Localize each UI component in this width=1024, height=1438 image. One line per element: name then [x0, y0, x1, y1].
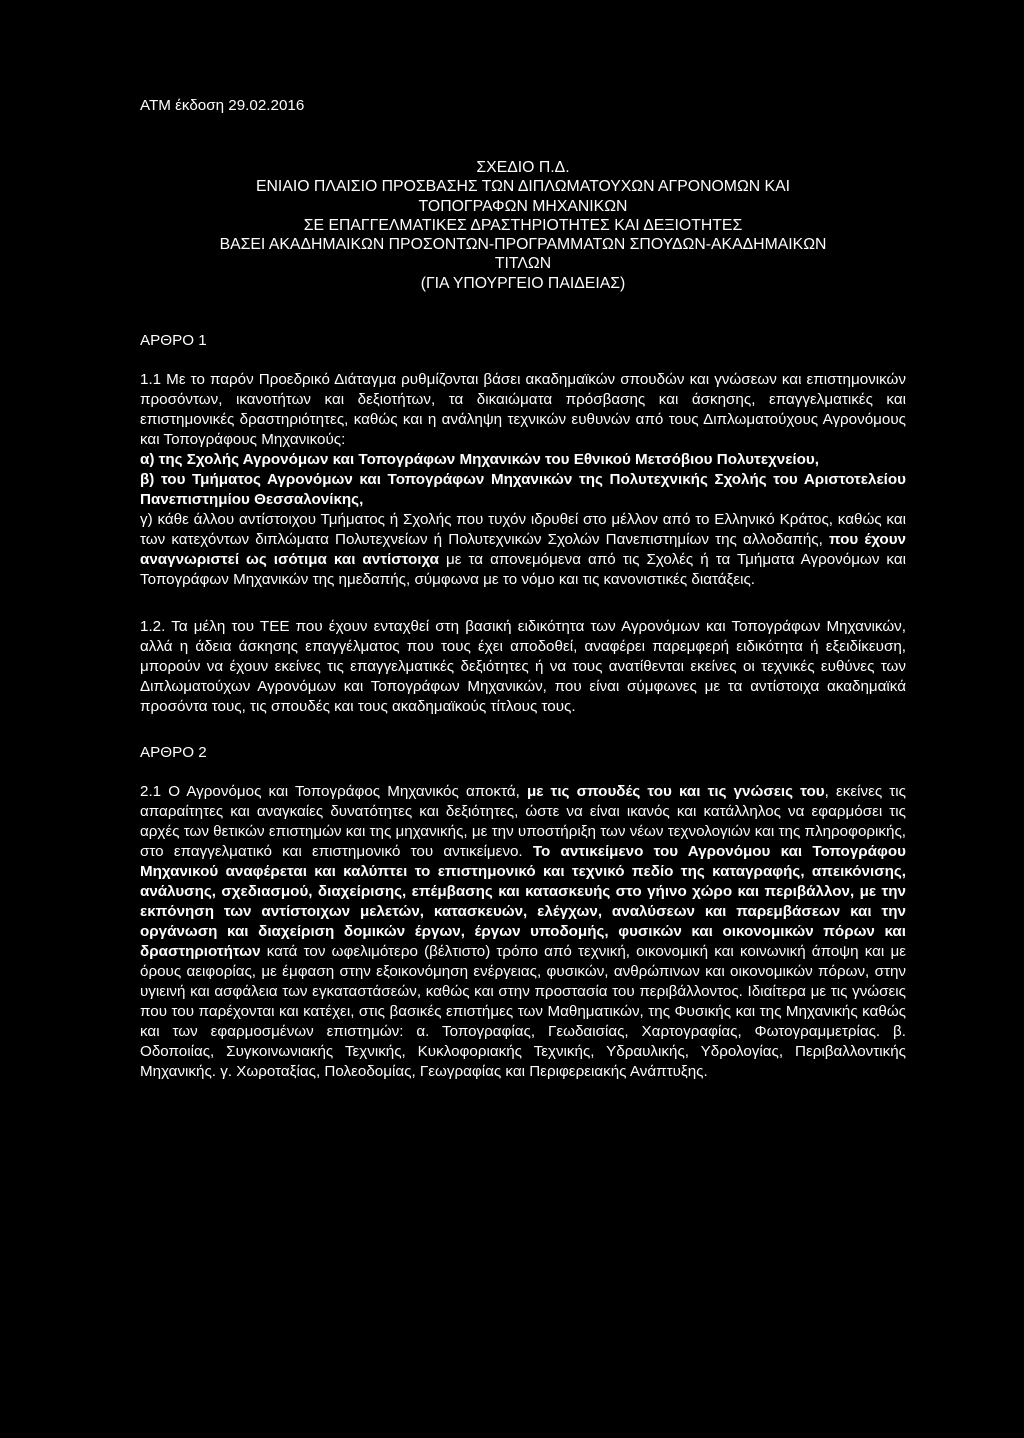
- heading-line: ΤΙΤΛΩΝ: [494, 255, 552, 273]
- edition-label: ΑΤΜ έκδοση 29.02.2016: [140, 97, 305, 114]
- paragraph-1-2: 1.2. Τα μέλη του ΤΕΕ που έχουν ενταχθεί στη βασική ειδικότητα των Αγρονόμων και Τοπογράφων Μηχανικών, αλλά η άδεια άσκησης επαγγέλματος που τους έχει αποδοθεί, αναφέρει παρεμφερή ειδικότητα ή εξειδίκευση, μπορούν να έχουν εκείνες τις επαγγελματικές δεξιότητες ή να τους ανατίθενται εκείνες οι τεχνικές ευθύνες των Διπλωματούχων Αγρονόμων και Τοπογράφων Μηχανικών, που είναι σύμφωνες με τα αντίστοιχα ακαδημαϊκά προσόντα τους, τις σπουδές και τους ακαδημαϊκούς τίτλους τους.: [140, 618, 906, 716]
- article-1-title: ΑΡΘΡΟ 1: [140, 332, 207, 350]
- p21-part-2: με τις σπουδές του και τις γνώσεις του: [526, 783, 825, 801]
- article-2-title: ΑΡΘΡΟ 2: [140, 744, 207, 762]
- item-b-text: β) του Τμήματος Αγρονόμων και Τοπογράφων Μηχανικών της Πολυτεχνικής Σχολής του Αριστοτελείου Πανεπιστημίου Θεσσαλονίκης,: [140, 471, 906, 509]
- item-c-part-3: με τα απονεμόμενα από τις Σχολές ή τα Τμήματα Αγρονόμων και Τοπογράφων Μηχανικών της ημεδαπής, σύμφωνα με το νόμο και τις κανονιστικές διατάξεις.: [140, 551, 906, 589]
- paragraph-2-1: [140, 782, 906, 1082]
- heading-line: ΣΧΕΔΙΟ Π.Δ.: [476, 159, 570, 176]
- heading-line: ΤΟΠΟΓΡΑΦΩΝ ΜΗΧΑΝΙΚΩΝ: [418, 197, 628, 215]
- item-b: [140, 470, 906, 510]
- p21-part-1: 2.1 Ο Αγρονόμος και Τοπογράφος Μηχανικός αποκτά,: [140, 783, 527, 801]
- item-a: [140, 450, 906, 470]
- item-c-part-1: γ) κάθε άλλου αντίστοιχου Τμήματος ή Σχολής που τυχόν ιδρυθεί στο μέλλον από το Ελληνικό Κράτος, καθώς και των κατεχόντων διπλώματα Πολυτεχνείων ή Πολυτεχνικών Σχολών Πανεπιστημίων της αλλοδαπής,: [140, 511, 906, 549]
- p21-part-5: κατά τον ωφελιμότερο (βέλτιστο) τρόπο από τεχνική, οικονομική και κοινωνική άποψη και με όρους αειφορίας, με έμφαση στην εξοικονόμηση ενέργειας, φυσικών, ανθρώπινων και οικονομικών πόρων, στην υγιεινή και ασφάλεια των εγκαταστάσεών, καθώς και στην προστασία του περιβάλλοντος. Ιδιαίτερα με τις γνώσεις που του παρέχονται και κατέχει, στις βασικές επιστήμες των Μαθηματικών, της Φυσικής και της Μηχανικής καθώς και των εφαρμοσμένων επιστημών: α. Τοπογραφίας, Γεωδαισίας, Χαρτογραφίας, Φωτογραμμετρίας. β. Οδοποιίας, Συγκοινωνιακής Τεχνικής, Κυκλοφοριακής Τεχνικής, Υδραυλικής, Υδρολογίας, Περιβαλλοντικής Μηχανικής. γ. Χωροταξίας, Πολεοδομίας, Γεωγραφίας και Περιφερειακής Ανάπτυξης.: [140, 943, 906, 1081]
- item-c: [140, 510, 906, 590]
- heading-line: ΕΝΙΑΙΟ ΠΛΑΙΣΙΟ ΠΡΟΣΒΑΣΗΣ ΤΩΝ ΔΙΠΛΩΜΑΤΟΥΧΩΝ ΑΓΡΟΝΟΜΩΝ ΚΑΙ: [255, 178, 791, 196]
- item-a-text: α) της Σχολής Αγρονόμων και Τοπογράφων Μηχανικών του Εθνικού Μετσόβιου Πολυτεχνείου,: [140, 451, 819, 469]
- document-heading: [140, 158, 906, 293]
- p21-part-4: Το αντικείμενο του Αγρονόμου και Τοπογράφου Μηχανικού αναφέρεται και καλύπτει το επιστημονικό και τεχνικό πεδίο της καταγραφής, απεικόνισης, ανάλυσης, σχεδιασμού, διαχείρισης, επέμβασης και κατασκευής στο γήινο χώρο και περιβάλλον, με την εκπόνηση των αντίστοιχων μελετών, κατασκευών, ελέγχων, αναλύσεων και παρεμβάσεων και την οργάνωση και διαχείριση δομικών έργων, έργων υποδομής, φυσικών και οικονομικών πόρων και δραστηριοτήτων: [140, 843, 906, 961]
- paragraph-1-1: 1.1 Με το παρόν Προεδρικό Διάταγμα ρυθμίζονται βάσει ακαδημαϊκών σπουδών και γνώσεων και επιστημονικών προσόντων, ικανοτήτων και δεξιοτήτων, τα δικαιώματα πρόσβασης και άσκησης, επαγγελματικές και επιστημονικές δραστηριότητες, καθώς και η ανάληψη τεχνικών ευθυνών από τους Διπλωματούχους Αγρονόμους και Τοπογράφους Μηχανικούς:: [140, 371, 906, 449]
- heading-line: ΒΑΣΕΙ ΑΚΑΔΗΜΑΙΚΩΝ ΠΡΟΣΟΝΤΩΝ-ΠΡΟΓΡΑΜΜΑΤΩΝ ΣΠΟΥΔΩΝ-ΑΚΑΔΗΜΑΙΚΩΝ: [219, 236, 827, 254]
- p21-part-3: , εκείνες τις απαραίτητες και αναγκαίες δυνατότητες και δεξιότητες, ώστε να είναι ικανός και κατάλληλος να εφαρμόσει τις αρχές των θετικών επιστημών και της μηχανικής, με την υποστήριξη των νέων τεχνολογιών και της πληροφορικής, στο επαγγελματικό και επιστημονικό του αντικείμενο.: [140, 783, 906, 861]
- item-c-part-2: που έχουν αναγνωριστεί ως ισότιμα και αντίστοιχα: [140, 531, 906, 569]
- heading-line: ΣΕ ΕΠΑΓΓΕΛΜΑΤΙΚΕΣ ΔΡΑΣΤΗΡΙΟΤΗΤΕΣ ΚΑΙ ΔΕΞΙΟΤΗΤΕΣ: [303, 216, 743, 234]
- document-page: [140, 96, 906, 1082]
- heading-line: (ΓΙΑ ΥΠΟΥΡΓΕΙΟ ΠΑΙΔΕΙΑΣ): [420, 274, 626, 292]
